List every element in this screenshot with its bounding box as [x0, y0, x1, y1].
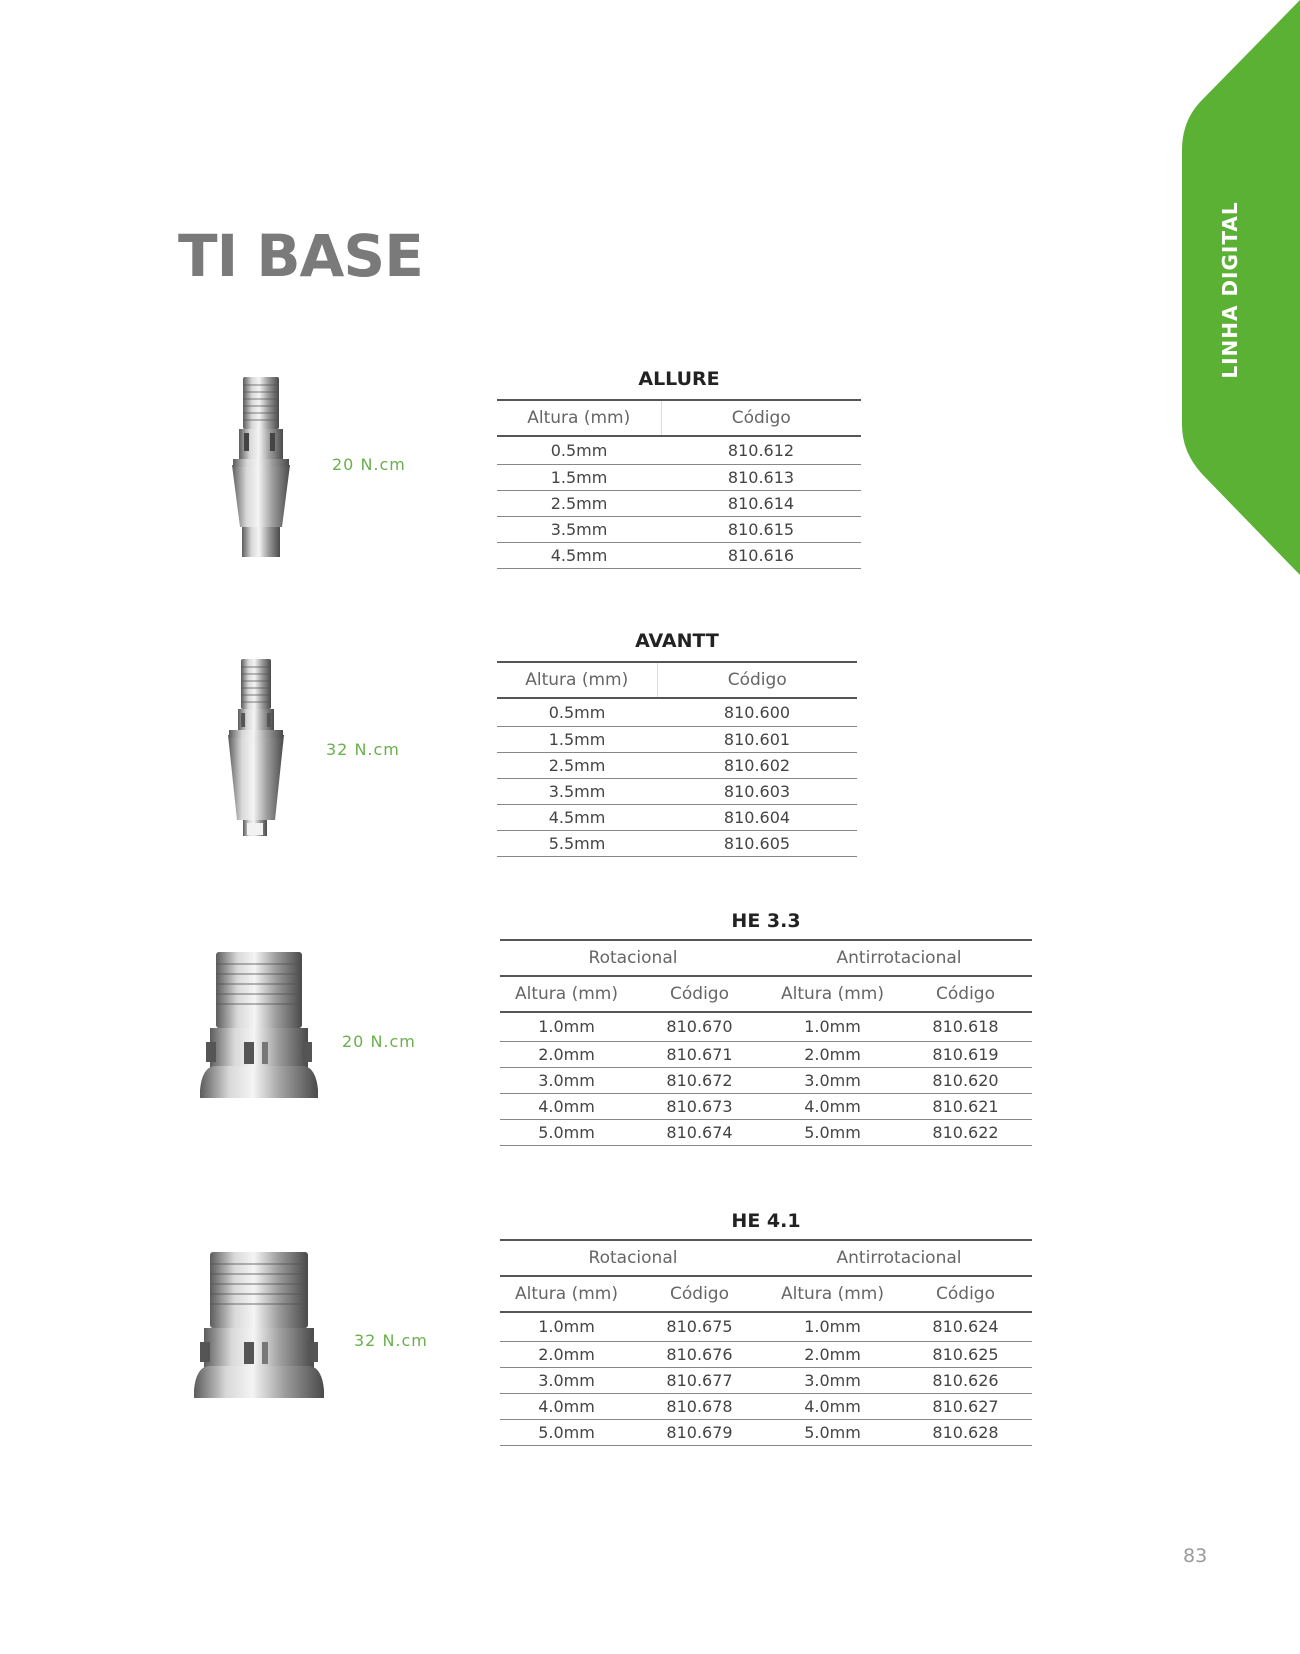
altura-cell: 2.5mm	[497, 490, 661, 516]
group-header-rotacional: Rotacional	[500, 940, 766, 976]
codigo-cell: 810.625	[899, 1341, 1032, 1367]
column-header-altura: Altura (mm)	[766, 976, 899, 1012]
altura-cell: 1.0mm	[500, 1012, 633, 1041]
altura-cell: 1.0mm	[766, 1312, 899, 1341]
allure-torque: 20 N.cm	[332, 455, 406, 474]
table-row	[497, 698, 857, 726]
table-row	[500, 1067, 1032, 1093]
codigo-cell: 810.616	[661, 542, 861, 568]
he41-abutment-image	[192, 1250, 326, 1400]
codigo-cell: 810.624	[899, 1312, 1032, 1341]
codigo-cell: 810.604	[657, 804, 857, 830]
altura-cell: 5.0mm	[766, 1419, 899, 1445]
side-tab-label: LINHA DIGITAL	[1218, 201, 1242, 379]
altura-cell: 2.5mm	[497, 752, 657, 778]
group-header-antirrotacional: Antirrotacional	[766, 1240, 1032, 1276]
column-header-codigo: Código	[661, 400, 861, 436]
he33-abutment-image	[198, 950, 320, 1100]
altura-cell: 0.5mm	[497, 436, 661, 464]
codigo-cell: 810.618	[899, 1012, 1032, 1041]
table-row	[497, 516, 861, 542]
column-header-altura: Altura (mm)	[497, 400, 661, 436]
column-header-codigo: Código	[633, 976, 766, 1012]
codigo-cell: 810.621	[899, 1093, 1032, 1119]
codigo-cell: 810.676	[633, 1341, 766, 1367]
altura-cell: 0.5mm	[497, 698, 657, 726]
altura-cell: 2.0mm	[500, 1341, 633, 1367]
altura-cell: 1.5mm	[497, 464, 661, 490]
he41-table	[500, 1239, 1032, 1446]
codigo-cell: 810.600	[657, 698, 857, 726]
page-title: TI BASE	[178, 222, 423, 290]
column-header-altura: Altura (mm)	[500, 1276, 633, 1312]
altura-cell: 3.5mm	[497, 516, 661, 542]
table-row	[497, 464, 861, 490]
avantt-table	[497, 661, 857, 857]
column-header-altura: Altura (mm)	[497, 662, 657, 698]
altura-cell: 2.0mm	[766, 1341, 899, 1367]
altura-cell: 4.0mm	[766, 1093, 899, 1119]
codigo-cell: 810.603	[657, 778, 857, 804]
table-row	[497, 778, 857, 804]
codigo-cell: 810.619	[899, 1041, 1032, 1067]
table-row	[497, 752, 857, 778]
codigo-cell: 810.673	[633, 1093, 766, 1119]
avantt-torque: 32 N.cm	[326, 740, 400, 759]
altura-cell: 2.0mm	[766, 1041, 899, 1067]
column-header-altura: Altura (mm)	[500, 976, 633, 1012]
codigo-cell: 810.627	[899, 1393, 1032, 1419]
table-row	[500, 1367, 1032, 1393]
codigo-cell: 810.671	[633, 1041, 766, 1067]
avantt-table-title: AVANTT	[635, 630, 719, 652]
altura-cell: 3.0mm	[500, 1367, 633, 1393]
altura-cell: 4.5mm	[497, 542, 661, 568]
altura-cell: 4.5mm	[497, 804, 657, 830]
column-header-codigo: Código	[657, 662, 857, 698]
codigo-cell: 810.678	[633, 1393, 766, 1419]
codigo-cell: 810.626	[899, 1367, 1032, 1393]
codigo-cell: 810.602	[657, 752, 857, 778]
altura-cell: 3.5mm	[497, 778, 657, 804]
he41-torque: 32 N.cm	[354, 1331, 428, 1350]
codigo-cell: 810.601	[657, 726, 857, 752]
he33-table	[500, 939, 1032, 1146]
table-row	[500, 1341, 1032, 1367]
codigo-cell: 810.675	[633, 1312, 766, 1341]
codigo-cell: 810.613	[661, 464, 861, 490]
codigo-cell: 810.612	[661, 436, 861, 464]
altura-cell: 2.0mm	[500, 1041, 633, 1067]
allure-table-title: ALLURE	[638, 368, 720, 390]
altura-cell: 5.0mm	[500, 1119, 633, 1145]
table-row	[500, 1119, 1032, 1145]
he41-table-title: HE 4.1	[731, 1210, 801, 1232]
allure-abutment-image	[230, 375, 292, 560]
codigo-cell: 810.672	[633, 1067, 766, 1093]
altura-cell: 5.0mm	[766, 1119, 899, 1145]
altura-cell: 5.5mm	[497, 830, 657, 856]
codigo-cell: 810.622	[899, 1119, 1032, 1145]
altura-cell: 3.0mm	[766, 1367, 899, 1393]
altura-cell: 4.0mm	[766, 1393, 899, 1419]
table-row	[497, 490, 861, 516]
codigo-cell: 810.674	[633, 1119, 766, 1145]
table-row	[500, 1093, 1032, 1119]
table-row	[500, 1012, 1032, 1041]
altura-cell: 5.0mm	[500, 1419, 633, 1445]
table-row	[497, 830, 857, 856]
codigo-cell: 810.677	[633, 1367, 766, 1393]
column-header-altura: Altura (mm)	[766, 1276, 899, 1312]
he33-torque: 20 N.cm	[342, 1032, 416, 1051]
column-header-codigo: Código	[633, 1276, 766, 1312]
table-row	[500, 1312, 1032, 1341]
table-row	[497, 726, 857, 752]
codigo-cell: 810.628	[899, 1419, 1032, 1445]
allure-table	[497, 399, 861, 569]
codigo-cell: 810.605	[657, 830, 857, 856]
altura-cell: 1.0mm	[500, 1312, 633, 1341]
page-number: 83	[1183, 1545, 1208, 1567]
table-row	[500, 1393, 1032, 1419]
table-row	[500, 1041, 1032, 1067]
codigo-cell: 810.615	[661, 516, 861, 542]
he33-table-title: HE 3.3	[731, 910, 801, 932]
table-row	[497, 804, 857, 830]
avantt-abutment-image	[225, 655, 287, 840]
codigo-cell: 810.670	[633, 1012, 766, 1041]
altura-cell: 1.0mm	[766, 1012, 899, 1041]
table-row	[500, 1419, 1032, 1445]
column-header-codigo: Código	[899, 1276, 1032, 1312]
codigo-cell: 810.614	[661, 490, 861, 516]
column-header-codigo: Código	[899, 976, 1032, 1012]
altura-cell: 4.0mm	[500, 1393, 633, 1419]
codigo-cell: 810.679	[633, 1419, 766, 1445]
altura-cell: 1.5mm	[497, 726, 657, 752]
altura-cell: 4.0mm	[500, 1093, 633, 1119]
table-row	[497, 436, 861, 464]
group-header-rotacional: Rotacional	[500, 1240, 766, 1276]
group-header-antirrotacional: Antirrotacional	[766, 940, 1032, 976]
altura-cell: 3.0mm	[500, 1067, 633, 1093]
table-row	[497, 542, 861, 568]
codigo-cell: 810.620	[899, 1067, 1032, 1093]
altura-cell: 3.0mm	[766, 1067, 899, 1093]
